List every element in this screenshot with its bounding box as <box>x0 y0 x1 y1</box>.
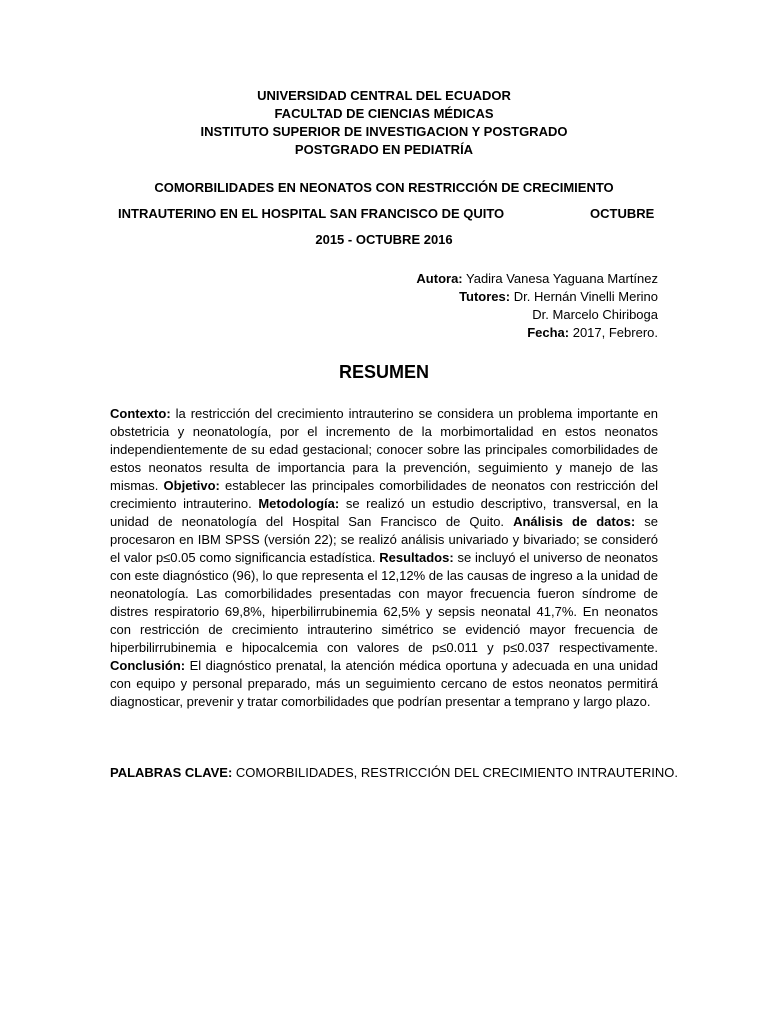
context-label: Contexto: <box>110 406 171 421</box>
author-line <box>258 270 658 288</box>
tutors-label: Tutores: <box>459 289 511 304</box>
thesis-title-line1: COMORBILIDADES EN NEONATOS CON RESTRICCIÓN DE CRECIMIENTO <box>154 180 614 195</box>
institution-header <box>0 87 768 159</box>
methodology-text: se realizó un estudio descriptivo, transversal, en la unidad de neonatología del Hospital San Francisco de Quito. <box>110 496 658 529</box>
results-text: se incluyó el universo de neonatos con este diagnóstico (96), lo que representa el 12,12% de las causas de ingreso a la unidad de neonatología. Las comorbilidades presentadas con mayor frecuencia fueron síndrome de distres respiratorio 69,8%, hiperbilirrubinemia 62,5% y sepsis neonatal 41,7%. En neonatos con restricción de crecimiento intrauterino simétrico se evidenció mayor frecuencia de hiperbilirrubinemia e hipocalcemia con valores de p≤0.011 y p≤0.037 respectivamente. <box>110 550 658 655</box>
conclusion-text: El diagnóstico prenatal, la atención médica oportuna y adecuada en una unidad con equipo y personal preparado, más un seguimiento cercano de estos neonatos permitirá diagnosticar, prevenir y tratar comorbilidades que podrían presentar a temprano y largo plazo. <box>110 658 658 709</box>
keywords-line <box>110 764 678 782</box>
objective-label: Objetivo: <box>163 478 220 493</box>
date-line <box>258 324 658 342</box>
data-analysis-text: se procesaron en IBM SPSS (versión 22); se realizó análisis univariado y bivariado; se consideró el valor p≤0.05 como significancia estadística. <box>110 514 659 565</box>
conclusion-label: Conclusión: <box>110 658 186 673</box>
tutor2-line: Dr. Marcelo Chiriboga <box>532 307 658 322</box>
date-value: 2017, Febrero. <box>569 325 658 340</box>
institute-name: INSTITUTO SUPERIOR DE INVESTIGACION Y POSTGRADO <box>200 124 568 139</box>
faculty-name: FACULTAD DE CIENCIAS MÉDICAS <box>274 106 494 121</box>
keywords-label: PALABRAS CLAVE: <box>110 765 233 780</box>
thesis-title-line3: 2015 - OCTUBRE 2016 <box>315 232 453 247</box>
methodology-label: Metodología: <box>258 496 340 511</box>
abstract-heading: RESUMEN <box>338 362 429 382</box>
author-value: Yadira Vanesa Yaguana Martínez <box>462 271 658 286</box>
keywords-text: COMORBILIDADES, RESTRICCIÓN DEL CRECIMIENTO INTRAUTERINO. <box>232 765 678 780</box>
thesis-title-line2-left: INTRAUTERINO EN EL HOSPITAL SAN FRANCISCO DE QUITO <box>118 206 505 221</box>
abstract-body <box>110 405 658 711</box>
results-label: Resultados: <box>379 550 454 565</box>
context-text: la restricción del crecimiento intrauterino se considera un problema importante en obstetricia y neonatología, por el incremento de la morbimortalidad en estos neonatos independientemente de su edad gestacional; conocer sobre las principales comorbilidades de estos neonatos resulta de importancia para la prevención, seguimiento y manejo de las mismas. <box>110 406 658 493</box>
author-label: Autora: <box>416 271 463 286</box>
date-label: Fecha: <box>527 325 570 340</box>
authors-block <box>258 270 658 342</box>
objective-text: establecer las principales comorbilidades de neonatos con restricción del crecimiento intrauterino. <box>110 478 658 511</box>
thesis-title-line2-right: OCTUBRE <box>590 206 655 221</box>
tutors-line <box>258 288 658 306</box>
data-analysis-label: Análisis de datos: <box>513 514 636 529</box>
university-name: UNIVERSIDAD CENTRAL DEL ECUADOR <box>257 88 511 103</box>
program-name: POSTGRADO EN PEDIATRÍA <box>294 142 474 157</box>
tutors-value: Dr. Hernán Vinelli Merino <box>510 289 658 304</box>
